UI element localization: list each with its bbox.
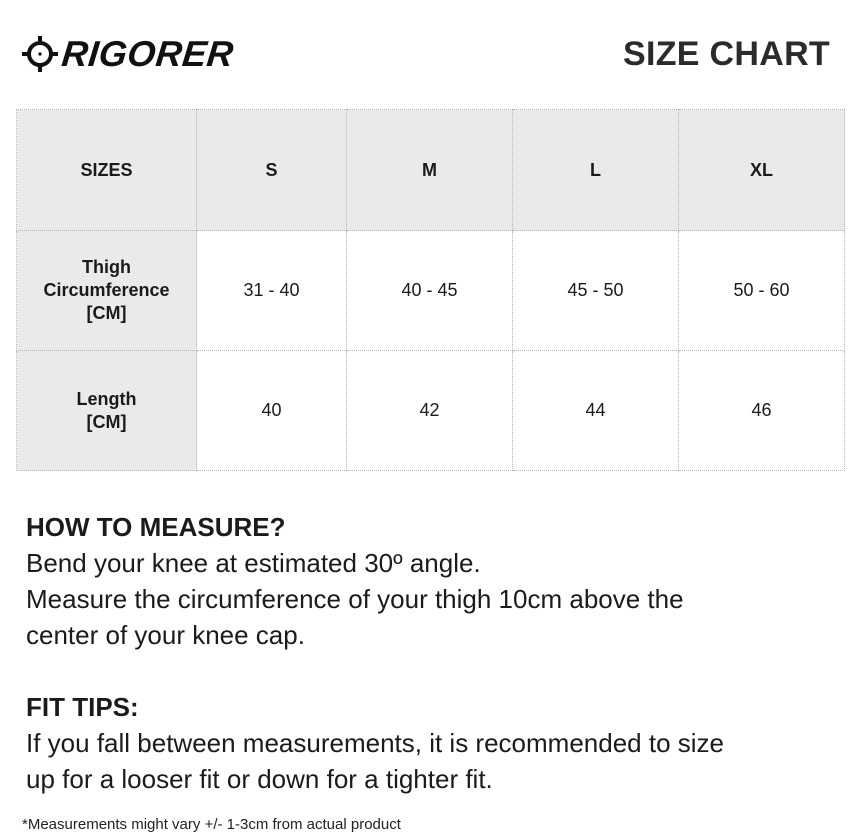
table-cell: 40 - 45 [347,231,513,351]
section-line: If you fall between measurements, it is recommended to size [26,728,724,758]
size-header-s: S [197,110,347,231]
table-cell: 46 [679,351,845,471]
row-label-thigh [17,231,197,351]
table-header-row [17,110,845,231]
table-cell: 40 [197,351,347,471]
row-label-line: [CM] [86,411,127,432]
size-header-l: L [513,110,679,231]
row-label-line: Circumference [43,280,170,300]
brand-name: RIGORER [59,33,236,74]
table-cell: 50 - 60 [679,231,845,351]
table-cell: 31 - 40 [197,231,347,351]
row-label-line: Thigh [82,257,131,277]
size-header-xl: XL [679,110,845,231]
section-title: HOW TO MEASURE? [26,512,286,542]
table-cell: 45 - 50 [513,231,679,351]
page-title: SIZE CHART [623,35,830,73]
brand-logo [20,32,234,76]
section-line: Bend your knee at estimated 30º angle. [26,548,481,578]
crosshair-icon [20,34,60,74]
sizes-header-cell: SIZES [17,110,197,231]
section-line: up for a looser fit or down for a tighter fit. [26,764,493,794]
fit-tips-section [26,689,836,797]
size-table [16,109,845,471]
page-header [0,0,852,100]
table-row [17,231,845,351]
row-label-length [17,351,197,471]
table-cell: 44 [513,351,679,471]
table-cell: 42 [347,351,513,471]
section-title: FIT TIPS: [26,692,139,722]
size-header-m: M [347,110,513,231]
row-label-line: Length [76,388,137,409]
table-row [17,351,845,471]
section-line: center of your knee cap. [26,620,305,650]
row-label-line: [CM] [86,303,127,323]
footnote: *Measurements might vary +/- 1-3cm from actual product [22,816,401,833]
section-line: Measure the circumference of your thigh 10cm above the [26,584,684,614]
how-to-measure-section [26,509,836,653]
